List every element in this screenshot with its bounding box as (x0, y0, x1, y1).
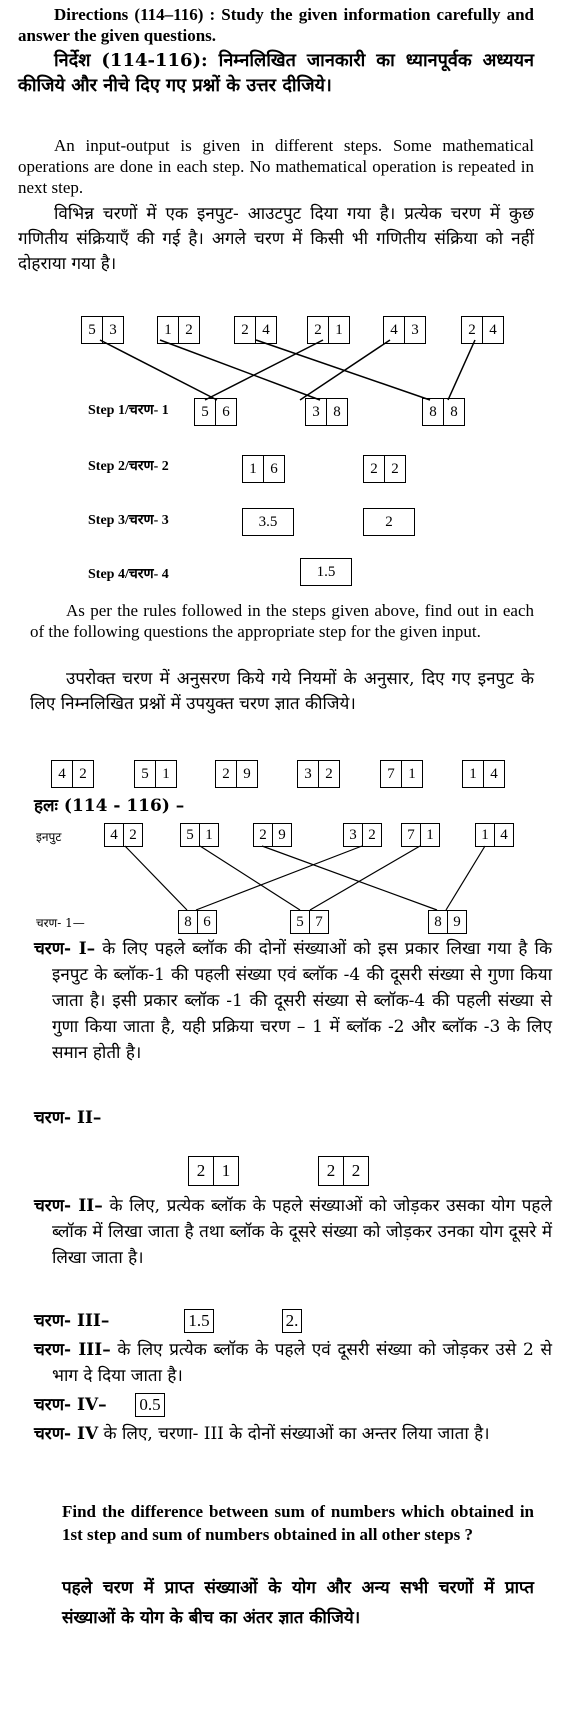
example-step4-block: 1.5 (300, 558, 352, 586)
example-input-block-1: 5 3 (81, 316, 124, 344)
example-input-block-6: 2 4 (461, 316, 504, 344)
question-english: Find the difference between sum of numbers which obtained in 1st step and sum of numbers obtained in all other steps ? (62, 1502, 534, 1544)
solution-step1-block-2: 5 7 (290, 910, 329, 934)
example-step3-block-1: 3.5 (242, 508, 294, 536)
question-hindi: पहले चरण में प्राप्त संख्याओं के योग और अन्य सभी चरणों में प्राप्त संख्याओं के योग के बीच का अंतर ज्ञात कीजिये। (62, 1578, 534, 1628)
solution-step4-block: 0.5 (135, 1393, 165, 1417)
example-input-block-2: 1 2 (157, 316, 200, 344)
solution-input-block-5: 7 1 (401, 823, 440, 847)
example-step1-block-3: 8 8 (422, 398, 465, 426)
rules-hindi: उपरोक्त चरण में अनुसरण किये गये नियमों के अनुसार, दिए गए इनपुट के लिए निम्नलिखित प्रश्नों में उपयुक्त चरण ज्ञात कीजिये। (30, 669, 534, 714)
solution-step2-label: चरण- II– (34, 1108, 102, 1128)
solution-step3-block-2: 2. (282, 1309, 302, 1333)
step3-explanation: चरण- III– के लिए प्रत्येक ब्लॉक के पहले एवं दूसरी संख्या को जोड़कर उसे 2 से भाग दे दिया जाता है। (34, 1340, 552, 1386)
intro-english: An input-output is given in different steps. Some mathematical operations are done in each step. No mathematical operation is repeated in next step. (18, 136, 534, 197)
step4-explanation: चरण- IV के लिए, चरणा- III के दोनों संख्याओं का अन्तर लिया जाता है। (34, 1424, 490, 1444)
solution-input-block-2: 5 1 (180, 823, 219, 847)
question-input-block-3: 2 9 (215, 760, 258, 788)
solution-step1-block-1: 8 6 (178, 910, 217, 934)
example-input-block-4: 2 1 (307, 316, 350, 344)
question-input-block-4: 3 2 (297, 760, 340, 788)
solution-step2-block-2: 2 2 (318, 1156, 369, 1186)
example-step2-block-1: 1 6 (242, 455, 285, 483)
example-input-block-3: 2 4 (234, 316, 277, 344)
intro-hindi: विभिन्न चरणों में एक इनपुट- आउटपुट दिया गया है। प्रत्येक चरण में कुछ गणितीय संक्रियाएँ की गई है। अगले चरण में किसी भी गणितीय संक्रिया को नहीं दोहराया गया है। (18, 204, 534, 274)
solution-step3-block-1: 1.5 (184, 1309, 214, 1333)
question-input-block-1: 4 2 (51, 760, 94, 788)
step2-explanation: चरण- II– के लिए, प्रत्येक ब्लॉक के पहले संख्याओं को जोड़कर उसका योग पहले ब्लॉक में लिखा जाता है तथा ब्लॉक के दूसरे संख्या को जोड़कर उनका योग दूसरे में लिखा जाता है। (34, 1196, 552, 1268)
solution-step4-label: चरण- IV– (34, 1395, 107, 1415)
question-input-block-5: 7 1 (380, 760, 423, 788)
example-step4-label: Step 4/चरण- 4 (88, 567, 169, 582)
solution-input-label: इनपुट (36, 830, 62, 844)
solution-step1-label: चरण- 1— (36, 916, 85, 930)
example-step1-label: Step 1/चरण- 1 (88, 403, 169, 418)
solution-heading: हलः (114 - 116) – (34, 796, 185, 816)
solution-input-block-6: 1 4 (475, 823, 514, 847)
example-step3-block-2: 2 (363, 508, 415, 536)
solution-input-block-3: 2 9 (253, 823, 292, 847)
solution-step3-label: चरण- III– (34, 1311, 110, 1331)
question-input-block-6: 1 4 (462, 760, 505, 788)
directions-hindi: निर्देश (114-116): निम्नलिखित जानकारी का ध्यानपूर्वक अध्ययन कीजिये और नीचे दिए गए प्रश्नों के उत्तर दीजिये। (18, 50, 534, 96)
example-step2-label: Step 2/चरण- 2 (88, 459, 169, 474)
example-step1-block-1: 5 6 (194, 398, 237, 426)
example-input-block-5: 4 3 (383, 316, 426, 344)
step1-explanation: चरण- I– के लिए पहले ब्लॉक की दोनों संख्याओं को इस प्रकार लिखा गया है कि इनपुट के ब्लॉक-1 की पहली संख्या एवं ब्लॉक -4 की दूसरी संख्या से गुणा किया जाता है। इसी प्रकार ब्लॉक -1 की दूसरी संख्या से ब्लॉक-4 की पहली संख्या से गुणा किया जाता है, यही प्रक्रिया चरण – 1 में ब्लॉक -2 और ब्लॉक -3 के लिए समान होती है। (34, 939, 553, 1063)
example-step2-block-2: 2 2 (363, 455, 406, 483)
solution-step2-block-1: 2 1 (188, 1156, 239, 1186)
solution-step1-block-3: 8 9 (428, 910, 467, 934)
example-step1-block-2: 3 8 (305, 398, 348, 426)
example-step3-label: Step 3/चरण- 3 (88, 513, 169, 528)
directions-english: Directions (114–116) : Study the given information carefully and answer the given questions. (18, 5, 534, 45)
solution-input-block-1: 4 2 (104, 823, 143, 847)
rules-english: As per the rules followed in the steps given above, find out in each of the following questions the appropriate step for the given input. (30, 601, 534, 641)
question-input-block-2: 5 1 (134, 760, 177, 788)
solution-input-block-4: 3 2 (343, 823, 382, 847)
